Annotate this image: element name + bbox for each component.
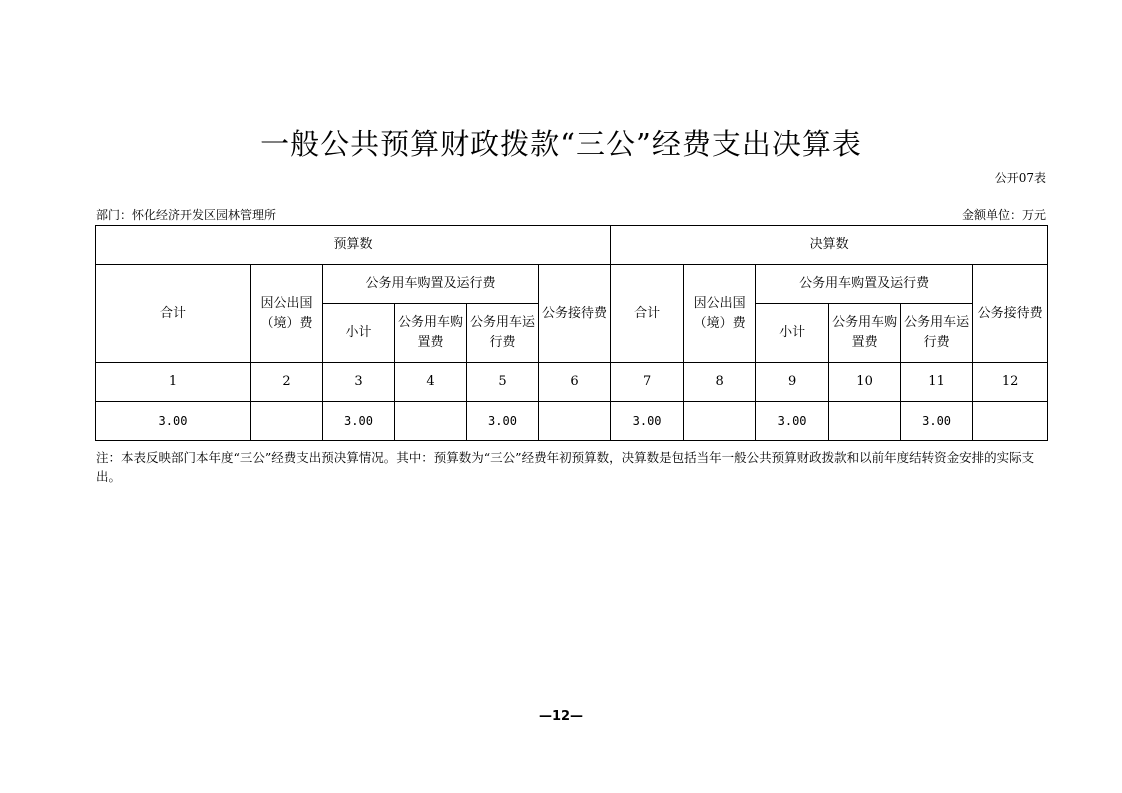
value-cell bbox=[829, 402, 901, 441]
header-budget-abroad: 因公出国（境）费 bbox=[251, 265, 323, 363]
index-cell: 5 bbox=[467, 363, 539, 402]
page-title: 一般公共预算财政拨款“三公”经费支出决算表 bbox=[260, 127, 862, 161]
expense-table bbox=[95, 225, 1048, 441]
value-cell: 3.00 bbox=[901, 402, 973, 441]
header-budget-reception: 公务接待费 bbox=[539, 265, 611, 363]
table-note: 注：本表反映部门本年度“三公”经费支出预决算情况。其中：预算数为“三公”经费年初预算数，决算数是包括当年一般公共预算财政拨款和以前年度结转资金安排的实际支出。 bbox=[96, 450, 1035, 484]
index-cell: 3 bbox=[323, 363, 395, 402]
department-label: 部门：怀化经济开发区园林管理所 bbox=[96, 208, 277, 222]
value-cell bbox=[684, 402, 756, 441]
index-cell: 6 bbox=[539, 363, 611, 402]
index-cell: 7 bbox=[611, 363, 684, 402]
value-cell: 3.00 bbox=[323, 402, 395, 441]
value-cell bbox=[539, 402, 611, 441]
index-cell: 10 bbox=[829, 363, 901, 402]
index-row bbox=[96, 363, 1048, 402]
value-cell bbox=[395, 402, 467, 441]
page-number: —12— bbox=[538, 709, 584, 724]
header-final-operation: 公务用车运行费 bbox=[901, 304, 973, 363]
header-budget: 预算数 bbox=[96, 226, 611, 265]
header-budget-vehicle: 公务用车购置及运行费 bbox=[323, 265, 539, 304]
header-budget-total: 合计 bbox=[96, 265, 251, 363]
value-cell bbox=[251, 402, 323, 441]
header-final-reception: 公务接待费 bbox=[973, 265, 1048, 363]
header-final-abroad: 因公出国（境）费 bbox=[684, 265, 756, 363]
header-final-vehicle: 公务用车购置及运行费 bbox=[756, 265, 973, 304]
header-final: 决算数 bbox=[611, 226, 1048, 265]
header-budget-operation: 公务用车运行费 bbox=[467, 304, 539, 363]
index-cell: 4 bbox=[395, 363, 467, 402]
header-budget-subtotal: 小计 bbox=[323, 304, 395, 363]
value-cell: 3.00 bbox=[467, 402, 539, 441]
index-cell: 11 bbox=[901, 363, 973, 402]
unit-label: 金额单位：万元 bbox=[961, 208, 1046, 222]
header-final-subtotal: 小计 bbox=[756, 304, 829, 363]
index-cell: 12 bbox=[973, 363, 1048, 402]
index-cell: 9 bbox=[756, 363, 829, 402]
index-cell: 1 bbox=[96, 363, 251, 402]
index-cell: 2 bbox=[251, 363, 323, 402]
form-code: 公开07表 bbox=[994, 171, 1046, 185]
value-cell bbox=[973, 402, 1048, 441]
index-cell: 8 bbox=[684, 363, 756, 402]
header-final-total: 合计 bbox=[611, 265, 684, 363]
header-budget-purchase: 公务用车购置费 bbox=[395, 304, 467, 363]
header-final-purchase: 公务用车购置费 bbox=[829, 304, 901, 363]
value-cell: 3.00 bbox=[96, 402, 251, 441]
value-cell: 3.00 bbox=[756, 402, 829, 441]
value-row bbox=[96, 402, 1048, 441]
value-cell: 3.00 bbox=[611, 402, 684, 441]
